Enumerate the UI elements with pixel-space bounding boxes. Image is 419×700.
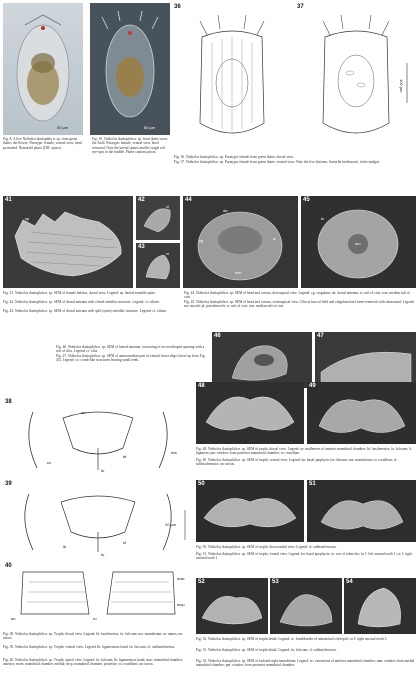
fig38-label-ra: ra [47, 460, 51, 465]
fig40-label-mac: mac [177, 576, 185, 581]
rotifer-phase-illustration [90, 3, 170, 135]
fig48-number: 48 [198, 383, 205, 389]
rotifer-live-illustration [3, 3, 83, 135]
fig45-label-tc: tc [321, 216, 325, 221]
fig10-scale: 50 µm [144, 125, 156, 130]
fig43-number: 43 [138, 244, 145, 250]
fig39-number: 39 [5, 481, 12, 487]
fig42-sem [136, 196, 180, 240]
fig40-caption: Fig. 40. Notholca ikaitophila n. sp. Trophi, apical view. Legend: fu: fulcrum; lb: ligamentous band; mac: manubrial chamber; anterior; mcm: manubrial chamber, medial; mcp: manubrial chamber, posterior; ro: rostellum; un: uncus. [3, 658, 183, 667]
fig39-scale: 20 µm [165, 522, 177, 527]
fig40-drawing [3, 562, 193, 624]
fig52-caption: Fig. 52. Notholca ikaitophila n. sp. SEM of trophi detail. Legend: sc: breakborder of subuncinal sclerepili; ru 5: right uncinal tooth 5. [196, 637, 388, 641]
fig8-caption: Fig. 8. A live Notholca ikaitophila n. sp. from green ikaite; the flower; Paratypic female, ventral view, head protruded. Nomarski photo (DIC optics). [3, 137, 82, 150]
fig53-sem [270, 578, 342, 634]
fig45-number: 45 [303, 197, 310, 203]
fig48-caption: Fig. 48. Notholca ikaitophila n. sp. SEM of trophi, dorsal view. Legend: ac: mallenetrs of anterior manubrial chamber; bf: basifenestra; fu: fulcrum; li: ligament; pm: window from posterior manubrial chamber; ro: rostellum. [196, 447, 413, 456]
fig50-sem [196, 480, 304, 542]
fig39-label-fu: fu [101, 552, 105, 557]
fig10-photo [90, 3, 170, 135]
fig49-caption: Fig. 49. Notholca ikaitophila n. sp. SEM of trophi, ventral view. Legend: ba: basal apophysis for fulcrum; ma: manubrium; ro: rostellum; sf: subbasifenestra; un: uncus. [196, 458, 398, 467]
fig44-label-cg: cg [199, 238, 204, 243]
fig44-label-tc: tc [273, 236, 277, 241]
fig48-sem [196, 382, 304, 444]
fig50-number: 50 [198, 481, 205, 487]
fig44-number: 44 [185, 197, 192, 203]
fig8-photo [3, 3, 83, 135]
fig41-caption: Fig. 41. Notholca ikaitophila n. sp. SEM of female habitus, dorsal view. Legend: sp: lateral sensible spine. [3, 291, 156, 295]
fig38-label-bf: bf [123, 454, 127, 459]
fig38-caption: Fig. 38. Notholca ikaitophila n. sp. Trophi, dorsal view. Legend: bf: basifenestra; fu: fulcrum; ma: manubrium; ra: ramus; un: uncus. [3, 632, 184, 641]
fig40-label-un: un [11, 616, 16, 621]
fig36-caption: Fig. 36. Notholca ikaitophila n. sp. Paratypic female from green ikaite, dorsal view. [174, 155, 294, 159]
fig40-label-ro: ro [93, 616, 97, 621]
fig52-number: 52 [198, 579, 205, 585]
fig45-caption: Fig. 45. Notholca ikaitophila n. sp. SEM of head and corona, ventroapical view. Cilia in buccal field and cingulum have been removed with ultrasound. Legend: mo: mouth; pl: pseudotrochi; tc: tuft of cirri; tcm: median tuft of cirri. [184, 300, 415, 309]
fig44-label-tcm: tcm [235, 270, 242, 275]
fig47-sem [315, 332, 416, 388]
fig45-sem [301, 196, 416, 288]
fig38-label-fu: fu [101, 468, 105, 473]
fig38-label-ma: ma [171, 450, 177, 455]
fig49-number: 49 [309, 383, 316, 389]
fig43-sem [136, 243, 180, 288]
fig41-number: 41 [5, 197, 12, 203]
fig36-drawing [172, 3, 292, 153]
fig52-sem [196, 578, 268, 634]
fig53-number: 53 [272, 579, 279, 585]
fig38-number: 38 [5, 399, 12, 405]
fig44-sem [183, 196, 298, 288]
fig40-number: 40 [5, 563, 12, 569]
fig54-number: 54 [346, 579, 353, 585]
fig39-label-lb: lb [63, 544, 67, 549]
dorsal-view-drawing [172, 3, 292, 153]
fig37-scale: 100 µm [399, 79, 404, 93]
fig46-sem [212, 332, 312, 388]
fig50-caption: Fig. 50. Notholca ikaitophila n. sp. SEM of trophi, dorsocaudal view. Legend: sf: subbasifenestra. [196, 545, 337, 549]
fig41-sem [3, 196, 133, 288]
fig49-sem [307, 382, 416, 444]
fig43-caption: Fig. 43. Notholca ikaitophila n. sp. SEM of dorsal antenna with split (open) sensillar structure. Legend: ci: cilium. [3, 309, 167, 313]
fig42-label-ci: ci [166, 204, 169, 209]
fig51-caption: Fig. 51. Notholca ikaitophila n. sp. SEM of trophi, frontal view. Legend: ba: basal apophysis; tu: row of tubercles; lu 1: left uncinal tooth 1; ru 1: right uncinal tooth 1. [196, 552, 412, 561]
fig53-caption: Fig. 53. Notholca ikaitophila n. sp. SEM of trophi detail. Legend: fu: fulcrum; sf: subbasifenestra. [196, 648, 337, 652]
trophi-dorsal-drawing [3, 398, 193, 478]
fig39-drawing [3, 480, 193, 560]
fig8-scale: 50 µm [57, 125, 69, 130]
sem-habitus-illustration [3, 196, 133, 288]
fig39-label-sf: sf [123, 540, 127, 545]
fig51-sem [307, 480, 416, 542]
fig46-number: 46 [214, 333, 221, 339]
fig39-caption: Fig. 39. Notholca ikaitophila n. sp. Trophi, ventral view. Legend: lb: ligamentous band; fu: fulcrum; sf: subbasifenestra. [3, 645, 176, 649]
fig54-sem [344, 578, 416, 634]
fig10-caption: Fig. 10. Notholca ikaitophila n. sp. from ikaite snow, the Atoll. Paratypic female, ventral view, head retracted. Note the lateral spines and the single red eye-spot in the middle. Phase contrast photo. [92, 137, 168, 155]
fig54-caption: Fig. 54. Notholca ikaitophila n. sp. SEM of isolated right manubrium. Legend: ac: extensions of anterior manubrial chamber; mm: window from medial manubrial chamber; pm: window from posterior manubrial chamber. [196, 659, 415, 668]
fig45-label-mo: mo [355, 241, 361, 246]
fig40-label-mcp: mcp [177, 602, 185, 607]
fig37-number: 37 [297, 4, 304, 10]
fig42-number: 42 [138, 197, 145, 203]
fig42-caption: Fig. 42. Notholca ikaitophila n. sp. SEM of dorsal antenna with closed sensillar structure. Legend: ci: cilium. [3, 300, 160, 304]
trophi-ventral-drawing [3, 480, 193, 560]
fig38-label-un: un [81, 410, 86, 415]
fig44-label-da: da [223, 208, 228, 213]
trophi-apical-drawing [3, 562, 193, 624]
fig46-caption: Fig. 46. Notholca ikaitophila n. sp. SEM of lateral antenna, consisting of an overshaped opening with a tuft of cilia. Legend: ci: cilia. [56, 345, 205, 354]
fig36-number: 36 [174, 4, 181, 10]
fig38-drawing [3, 398, 193, 478]
fig43-label-ci: ci [166, 251, 169, 256]
fig41-label-sp: sp [25, 216, 30, 221]
ventral-view-drawing [295, 3, 417, 153]
fig44-caption: Fig. 44. Notholca ikaitophila n. sp. SEM of head and corona, dorsoapical view. Legend: cg: cingulum; da: dorsal antenna; tc: tuft of cirri; tcm: median tuft of cirri. [184, 291, 410, 300]
fig51-number: 51 [309, 481, 316, 487]
fig37-drawing [295, 3, 417, 153]
fig47-number: 47 [317, 333, 324, 339]
fig47-caption: Fig. 47. Notholca ikaitophila n. sp. SEM of anteromedian part of ventral lorica edge (close-up from Fig. 45). Legend: co: comb-like structures bearing small teeth. [56, 354, 206, 363]
fig37-caption: Fig. 37. Notholca ikaitophila n. sp. Paratypic female from green ikaite, ventral view. Note the five diatoms, Surirella brebissonii, in the midgut. [174, 160, 380, 164]
